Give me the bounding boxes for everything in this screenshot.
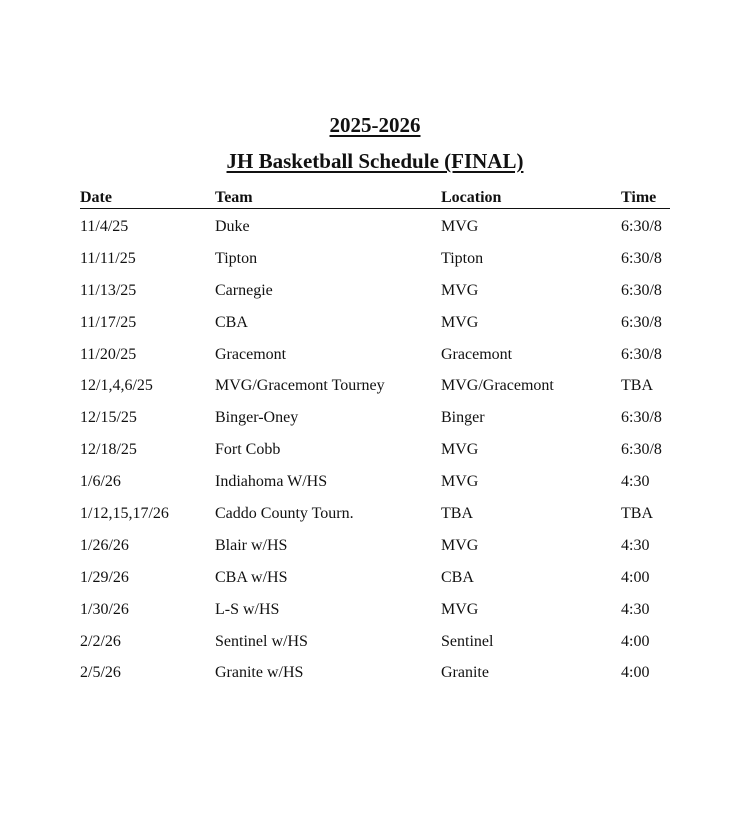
game-time: 4:00	[621, 568, 650, 586]
game-time: 4:00	[621, 664, 650, 682]
game-location: Binger	[441, 409, 485, 427]
game-team: L-S w/HS	[215, 600, 280, 618]
game-location: Gracemont	[441, 345, 513, 363]
game-date: 11/20/25	[80, 345, 137, 363]
schedule-heading: JH Basketball Schedule (FINAL)	[226, 149, 524, 173]
game-location: Sentinel	[441, 632, 494, 650]
game-date: 11/4/25	[80, 218, 129, 235]
game-time: TBA	[621, 505, 653, 523]
game-location: MVG/Gracemont	[441, 377, 554, 395]
game-team: Binger-Oney	[215, 409, 299, 427]
game-date: 11/17/25	[80, 313, 137, 331]
game-date: 1/6/26	[80, 473, 121, 491]
schedule-table	[80, 188, 670, 687]
game-team: Caddo County Tourn.	[215, 505, 354, 523]
game-team: Carnegie	[215, 281, 273, 299]
table-row	[80, 524, 670, 556]
game-team: Tipton	[215, 249, 258, 267]
table-row	[80, 364, 670, 396]
column-header-date: Date	[80, 189, 112, 206]
game-date: 1/30/26	[80, 600, 129, 618]
game-location: MVG	[441, 536, 479, 554]
table-row	[80, 205, 670, 237]
game-location: MVG	[441, 473, 479, 491]
table-row	[80, 269, 670, 301]
game-team: Blair w/HS	[215, 536, 288, 554]
table-row	[80, 333, 670, 365]
game-team: Sentinel w/HS	[215, 632, 308, 650]
game-time: 6:30/8	[621, 218, 662, 235]
table-row	[80, 237, 670, 269]
game-date: 12/1,4,6/25	[80, 377, 153, 395]
game-location: MVG	[441, 600, 479, 618]
table-row	[80, 588, 670, 620]
game-location: MVG	[441, 218, 479, 235]
game-team: CBA w/HS	[215, 568, 288, 586]
game-date: 11/13/25	[80, 281, 137, 299]
column-header-location: Location	[441, 189, 502, 206]
game-time: TBA	[621, 377, 653, 395]
game-time: 4:30	[621, 600, 650, 618]
table-row	[80, 460, 670, 492]
game-team: Gracemont	[215, 345, 287, 363]
game-team: CBA	[215, 313, 248, 331]
game-date: 12/15/25	[80, 409, 137, 427]
game-location: MVG	[441, 281, 479, 299]
season-title: 2025-2026	[329, 113, 421, 137]
column-header-time: Time	[621, 189, 657, 206]
game-time: 4:00	[621, 632, 650, 650]
game-date: 1/29/26	[80, 568, 129, 586]
game-time: 6:30/8	[621, 409, 662, 427]
game-date: 12/18/25	[80, 441, 137, 459]
game-time: 4:30	[621, 473, 650, 491]
game-location: Granite	[441, 664, 489, 682]
game-team: Fort Cobb	[215, 441, 281, 459]
table-row	[80, 396, 670, 428]
game-date: 2/5/26	[80, 664, 121, 682]
game-location: TBA	[441, 505, 473, 523]
table-body	[80, 205, 670, 683]
game-date: 1/26/26	[80, 536, 129, 554]
table-row	[80, 428, 670, 460]
game-date: 2/2/26	[80, 632, 121, 650]
table-row	[80, 492, 670, 524]
game-time: 6:30/8	[621, 249, 662, 267]
game-date: 1/12,15,17/26	[80, 505, 169, 523]
table-row	[80, 651, 670, 683]
game-location: CBA	[441, 568, 474, 586]
game-team: Indiahoma W/HS	[215, 473, 328, 491]
table-row	[80, 620, 670, 652]
game-location: MVG	[441, 313, 479, 331]
game-time: 6:30/8	[621, 441, 662, 459]
column-header-team: Team	[215, 189, 253, 206]
game-date: 11/11/25	[80, 249, 136, 267]
table-row	[80, 301, 670, 333]
game-location: MVG	[441, 441, 479, 459]
game-team: MVG/Gracemont Tourney	[215, 377, 385, 395]
game-team: Duke	[215, 218, 250, 235]
game-time: 6:30/8	[621, 345, 662, 363]
game-team: Granite w/HS	[215, 664, 304, 682]
game-location: Tipton	[441, 249, 484, 267]
game-time: 4:30	[621, 536, 650, 554]
table-row	[80, 556, 670, 588]
game-time: 6:30/8	[621, 313, 662, 331]
game-time: 6:30/8	[621, 281, 662, 299]
